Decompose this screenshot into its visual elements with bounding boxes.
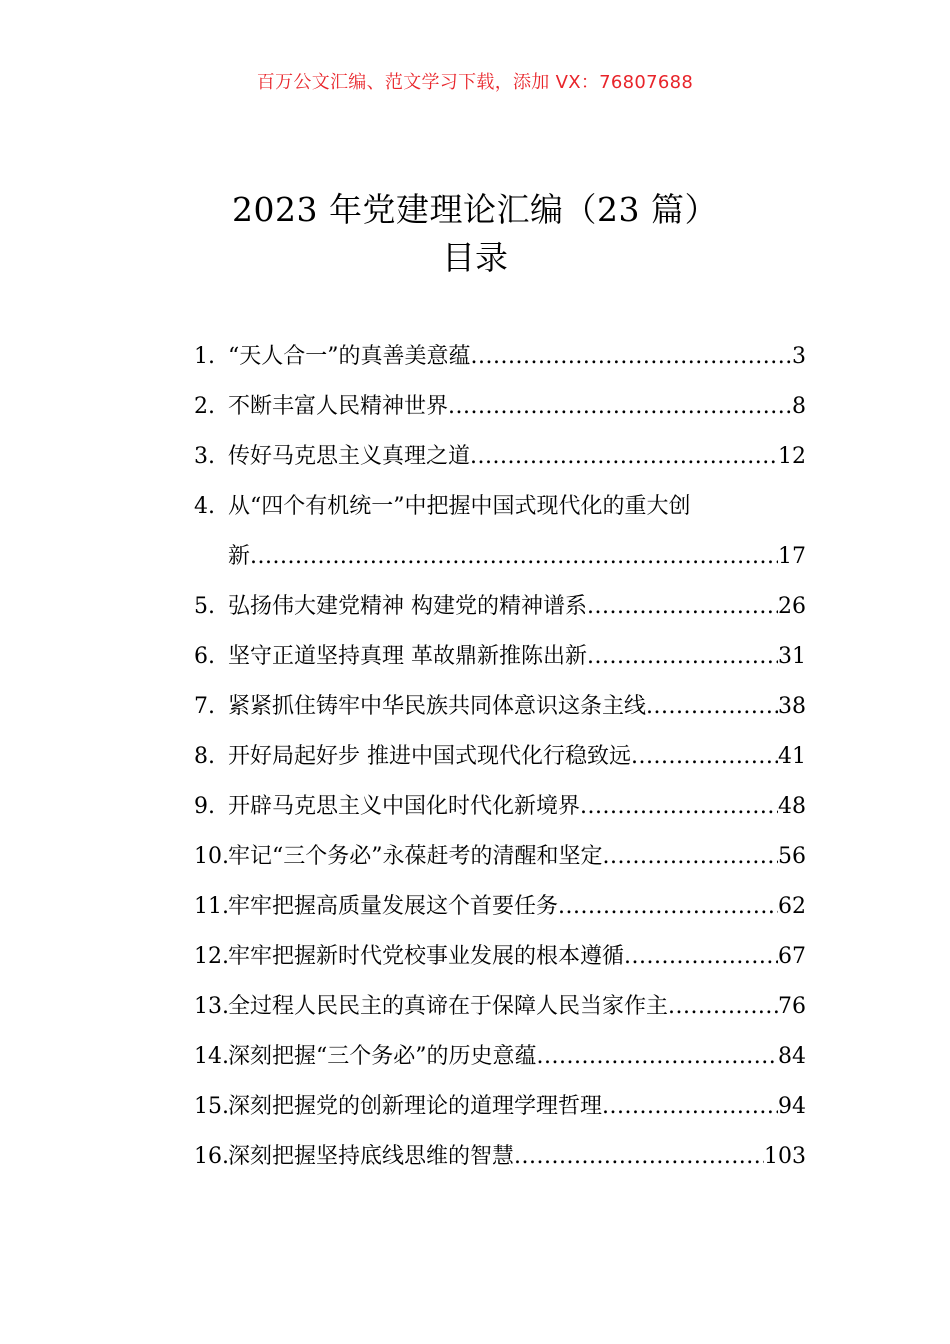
toc-entry-page: 26 xyxy=(778,593,806,619)
toc-entry-title: 新 xyxy=(228,544,251,569)
toc-entry-page: 103 xyxy=(764,1143,806,1169)
toc-entry-number: 10. xyxy=(194,843,229,869)
toc-entry-number: 15. xyxy=(194,1093,229,1119)
toc-leader-dots xyxy=(250,532,778,582)
toc-entry-page: 41 xyxy=(778,743,806,769)
toc-entry-title: 深刻把握“三个务必”的历史意蕴 xyxy=(228,1043,537,1069)
toc-entry-title: 不断丰富人民精神世界 xyxy=(228,394,449,419)
toc-entry-number: 6. xyxy=(194,643,215,669)
toc-entry-title: 紧紧抓住铸牢中华民族共同体意识这条主线 xyxy=(228,693,647,719)
toc-leader-dots xyxy=(537,1032,779,1082)
toc-entry-page: 84 xyxy=(778,1043,806,1069)
toc-entry-title-line1: 从“四个有机统一”中把握中国式现代化的重大创 xyxy=(228,494,691,519)
toc-entry-page: 17 xyxy=(778,544,806,569)
toc-entry-title: 开辟马克思主义中国化时代化新境界 xyxy=(228,793,581,819)
toc-entry-number: 9. xyxy=(194,793,215,819)
toc-leader-dots xyxy=(587,632,778,682)
toc-leader-dots xyxy=(587,582,778,632)
toc-entry[interactable] xyxy=(194,932,806,982)
toc-entry-number: 13. xyxy=(194,993,229,1019)
toc-entry-title: 深刻把握坚持底线思维的智慧 xyxy=(228,1143,515,1169)
toc-entry-title: 牢记“三个务必”永葆赶考的清醒和坚定 xyxy=(228,843,603,869)
toc-entry[interactable] xyxy=(194,432,806,482)
toc-entry[interactable] xyxy=(194,482,806,582)
toc-entry[interactable] xyxy=(194,1032,806,1082)
toc-entry-number: 16. xyxy=(194,1143,229,1169)
toc-entry-number: 1. xyxy=(194,344,215,369)
toc-entry[interactable] xyxy=(194,982,806,1032)
toc-entry[interactable] xyxy=(194,782,806,832)
toc-entry-number: 14. xyxy=(194,1043,229,1069)
toc-entry-page: 31 xyxy=(778,643,806,669)
document-title: 2023 年党建理论汇编（23 篇） xyxy=(232,190,718,229)
toc-leader-dots xyxy=(470,432,778,482)
toc-entry[interactable] xyxy=(194,332,806,382)
toc-leader-dots xyxy=(471,332,793,382)
toc-entry-title: “天人合一”的真善美意蕴 xyxy=(228,344,471,369)
toc-entry-number: 7. xyxy=(194,693,215,719)
toc-entry-title: 弘扬伟大建党精神 构建党的精神谱系 xyxy=(228,593,587,619)
toc-entry-title: 牢牢把握高质量发展这个首要任务 xyxy=(228,893,559,919)
toc-leader-dots xyxy=(603,832,779,882)
toc-leader-dots xyxy=(580,782,778,832)
toc-leader-dots xyxy=(602,1082,778,1132)
toc-entry-page: 62 xyxy=(778,893,806,919)
toc-entry-title: 牢牢把握新时代党校事业发展的根本遵循 xyxy=(228,943,625,969)
toc-entry-page: 94 xyxy=(778,1093,806,1119)
toc-heading: 目录 xyxy=(442,238,508,277)
toc-entry-page: 67 xyxy=(778,943,806,969)
toc-leader-dots xyxy=(631,732,778,782)
toc-entry-number: 2. xyxy=(194,394,215,419)
toc-leader-dots xyxy=(646,682,778,732)
toc-entry[interactable] xyxy=(194,582,806,632)
toc-entry[interactable] xyxy=(194,632,806,682)
toc-entry[interactable] xyxy=(194,682,806,732)
toc-leader-dots xyxy=(624,932,778,982)
toc-entry[interactable] xyxy=(194,1082,806,1132)
toc-leader-dots xyxy=(668,982,778,1032)
toc-entry-title: 传好马克思主义真理之道 xyxy=(228,444,471,469)
toc-entry[interactable] xyxy=(194,732,806,782)
toc-entry[interactable] xyxy=(194,882,806,932)
toc-entry-number: 12. xyxy=(194,943,229,969)
toc-entry-page: 48 xyxy=(778,793,806,819)
header-banner: 百万公文汇编、范文学习下载，添加 VX：76807688 xyxy=(256,72,694,93)
toc-entry-page: 8 xyxy=(792,394,806,419)
toc-entry-number: 11. xyxy=(194,893,229,919)
toc-entry[interactable] xyxy=(194,832,806,882)
toc-entry-title: 开好局起好步 推进中国式现代化行稳致远 xyxy=(228,743,631,769)
toc-entry-number: 8. xyxy=(194,743,215,769)
toc-entry-page: 76 xyxy=(778,993,806,1019)
toc-leader-dots xyxy=(558,882,778,932)
toc-entry-page: 12 xyxy=(778,444,806,469)
toc-entry-title: 全过程人民民主的真谛在于保障人民当家作主 xyxy=(228,993,669,1019)
table-of-contents xyxy=(194,332,806,1182)
toc-entry-number: 5. xyxy=(194,593,215,619)
toc-entry-page: 3 xyxy=(792,344,806,369)
toc-entry-title: 深刻把握党的创新理论的道理学理哲理 xyxy=(228,1093,603,1119)
toc-leader-dots xyxy=(514,1132,764,1182)
toc-entry[interactable] xyxy=(194,1132,806,1182)
toc-entry-number: 3. xyxy=(194,444,215,469)
toc-entry-page: 56 xyxy=(778,843,806,869)
toc-entry-title: 坚守正道坚持真理 革故鼎新推陈出新 xyxy=(228,643,587,669)
toc-entry-number: 4. xyxy=(194,494,215,519)
toc-leader-dots xyxy=(448,382,792,432)
toc-entry[interactable] xyxy=(194,382,806,432)
toc-entry-page: 38 xyxy=(778,693,806,719)
